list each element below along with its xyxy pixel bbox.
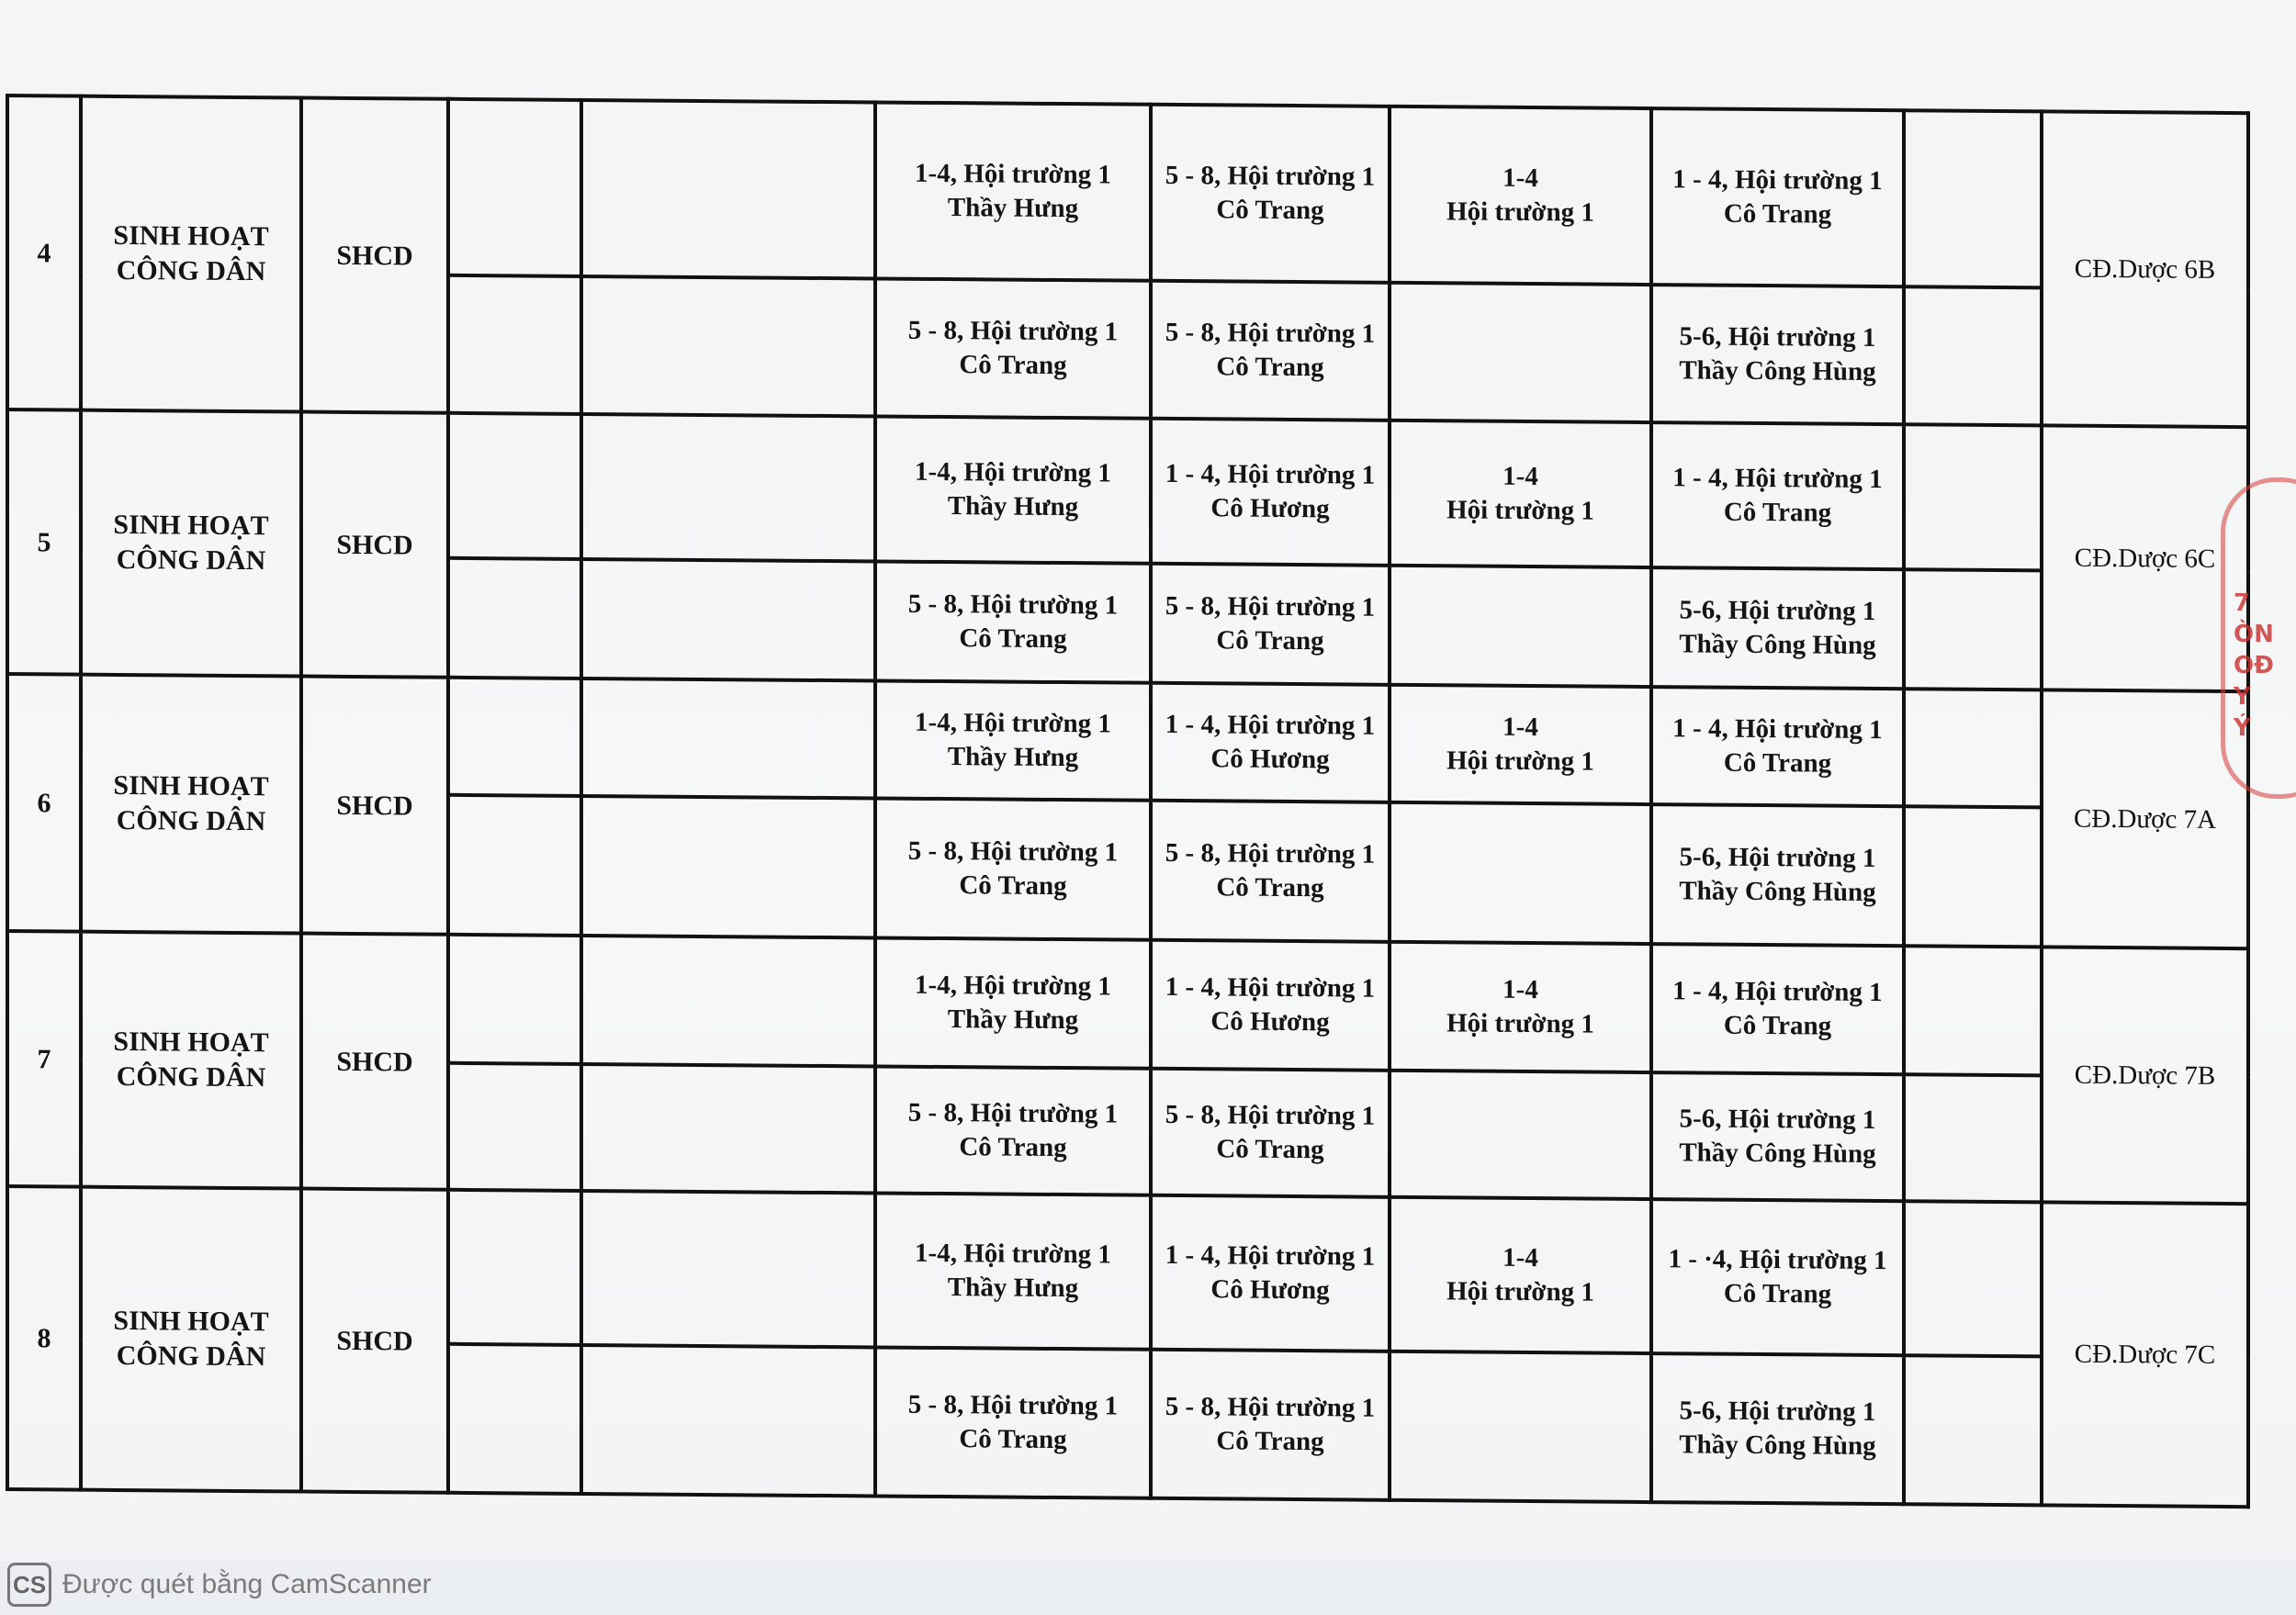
- cell-text: 5 - 8, Hội trường 1: [907, 836, 1119, 868]
- schedule-cell: [875, 1193, 1151, 1349]
- cell-text: CÔNG DÂN: [116, 804, 266, 837]
- cell-text: CÔNG DÂN: [116, 1340, 266, 1373]
- subject-code: SHCD: [301, 934, 448, 1190]
- row-number: 7: [7, 931, 81, 1187]
- subject-code: SHCD: [301, 1189, 448, 1493]
- empty-cell: [581, 100, 875, 279]
- cell-text: Thầy Hưng: [947, 1004, 1079, 1036]
- scanner-watermark: [7, 1561, 432, 1609]
- cell-text: 1 - 4, Hội trường 1: [1672, 713, 1883, 746]
- cell-text: Cô Trang: [1723, 497, 1832, 528]
- cell-text: Thầy Hưng: [947, 742, 1079, 773]
- schedule-cell: [875, 561, 1151, 682]
- cell-text: 5-6, Hội trường 1: [1679, 1104, 1876, 1135]
- cell-text: 5-6, Hội trường 1: [1679, 321, 1876, 353]
- schedule-table: [6, 94, 2250, 1508]
- empty-cell: [581, 936, 875, 1067]
- cell-text: SINH HOẠT: [113, 769, 269, 802]
- activity-name: [81, 932, 301, 1189]
- cell-text: 1 - 4, Hội trường 1: [1165, 709, 1376, 741]
- empty-cell: [448, 795, 581, 936]
- cell-text: 5-6, Hội trường 1: [1679, 595, 1876, 626]
- camscanner-logo-icon: CS: [7, 1563, 51, 1607]
- cell-text: 1 - 4, Hội trường 1: [1165, 1239, 1376, 1272]
- cell-text: SINH HOẠT: [113, 1026, 269, 1059]
- schedule-cell: [1651, 285, 1904, 424]
- schedule-cell: [875, 937, 1151, 1068]
- schedule-cell: [1651, 1353, 1904, 1504]
- cell-text: Cô Trang: [1723, 1010, 1832, 1041]
- subject-code: SHCD: [301, 677, 448, 935]
- cell-text: SINH HOẠT: [113, 509, 269, 542]
- cell-text: Thầy Công Hùng: [1679, 1138, 1876, 1169]
- activity-name: [81, 96, 301, 412]
- subject-code: SHCD: [301, 412, 448, 678]
- cell-text: Cô Trang: [959, 1132, 1067, 1163]
- table-row: [7, 931, 2248, 1077]
- cell-text: Thầy Công Hùng: [1679, 355, 1876, 387]
- cell-text: 5-6, Hội trường 1: [1679, 1396, 1876, 1427]
- empty-cell: [581, 1191, 875, 1348]
- cell-text: 5 - 8, Hội trường 1: [1165, 1099, 1376, 1131]
- cell-text: 1-4, Hội trường 1: [915, 707, 1111, 739]
- schedule-cell: [875, 680, 1151, 800]
- cell-text: Cô Hương: [1210, 744, 1330, 775]
- cell-text: 1-4: [1503, 974, 1538, 1005]
- cell-text: Cô Trang: [959, 623, 1067, 655]
- row-number: 6: [7, 674, 81, 932]
- empty-cell: [1904, 1201, 2042, 1356]
- cell-text: 1-4: [1503, 712, 1538, 743]
- cell-text: 1 - 4, Hội trường 1: [1672, 463, 1883, 495]
- empty-cell: [1904, 946, 2042, 1075]
- empty-cell: [1904, 569, 2042, 690]
- cell-text: Cô Trang: [1723, 747, 1832, 779]
- schedule-cell: [1651, 804, 1904, 946]
- schedule-cell: [1390, 1197, 1651, 1353]
- empty-cell: [448, 678, 581, 796]
- cell-text: Cô Hương: [1210, 1274, 1330, 1306]
- empty-cell: [1390, 1351, 1651, 1502]
- empty-cell: [448, 558, 581, 679]
- cell-text: Thầy Công Hùng: [1679, 876, 1876, 907]
- empty-cell: [448, 935, 581, 1064]
- cell-text: Thầy Hưng: [947, 1273, 1079, 1304]
- empty-cell: [581, 796, 875, 938]
- schedule-cell: [1390, 107, 1651, 285]
- schedule-cell: [1151, 1195, 1390, 1351]
- schedule-cell: [1651, 1072, 1904, 1201]
- empty-cell: [448, 99, 581, 276]
- cell-text: Thầy Hưng: [947, 491, 1079, 522]
- empty-cell: [581, 414, 875, 562]
- class-name: CĐ.Dược 7C: [2042, 1202, 2248, 1507]
- empty-cell: [1904, 1355, 2042, 1505]
- subject-code: SHCD: [301, 98, 448, 413]
- cell-text: Cô Trang: [1216, 1134, 1324, 1165]
- empty-cell: [581, 679, 875, 799]
- cell-text: 5 - 8, Hội trường 1: [907, 315, 1119, 347]
- cell-text: Cô Hương: [1210, 493, 1330, 524]
- schedule-cell: [875, 1347, 1151, 1497]
- empty-cell: [1390, 566, 1651, 687]
- empty-cell: [581, 559, 875, 681]
- cell-text: 1-4: [1503, 1242, 1538, 1273]
- schedule-cell: [1151, 419, 1390, 566]
- cell-text: 1 - 4, Hội trường 1: [1672, 976, 1883, 1008]
- empty-cell: [1904, 110, 2042, 287]
- class-name: CĐ.Dược 7B: [2042, 947, 2248, 1204]
- row-number: 4: [7, 95, 81, 410]
- row-number: 8: [7, 1186, 81, 1490]
- schedule-cell: [1651, 944, 1904, 1074]
- empty-cell: [1904, 1074, 2042, 1202]
- schedule-cell: [1151, 801, 1390, 942]
- cell-text: 5 - 8, Hội trường 1: [907, 1097, 1119, 1129]
- schedule-cell: [1151, 1350, 1390, 1500]
- cell-text: Cô Trang: [1723, 198, 1832, 230]
- cell-text: 1 - ·4, Hội trường 1: [1668, 1244, 1887, 1276]
- cell-text: 1-4: [1503, 163, 1538, 194]
- table-row: [7, 1186, 2248, 1358]
- schedule-cell: [1651, 1199, 1904, 1355]
- schedule-cell: [1651, 567, 1904, 689]
- activity-name: [81, 675, 301, 934]
- cell-text: 5 - 8, Hội trường 1: [1165, 317, 1376, 349]
- cell-text: Cô Trang: [1216, 625, 1324, 656]
- empty-cell: [1904, 806, 2042, 947]
- cell-text: Hội trường 1: [1446, 1276, 1594, 1307]
- empty-cell: [1390, 802, 1651, 944]
- empty-cell: [1904, 689, 2042, 807]
- cell-text: Hội trường 1: [1446, 746, 1594, 777]
- red-stamp-text: 7 ÒN OĐ Y Ý: [2234, 589, 2274, 742]
- cell-text: CÔNG DÂN: [116, 254, 266, 287]
- empty-cell: [1390, 283, 1651, 422]
- cell-text: Cô Trang: [959, 350, 1067, 381]
- cell-text: 1-4: [1503, 461, 1538, 492]
- schedule-cell: [1151, 683, 1390, 802]
- schedule-cell: [875, 102, 1151, 280]
- cell-text: 5-6, Hội trường 1: [1679, 842, 1876, 873]
- cell-text: Cô Trang: [959, 1424, 1067, 1455]
- empty-cell: [448, 1344, 581, 1494]
- cell-text: Cô Trang: [1216, 352, 1324, 383]
- table-row: [7, 674, 2248, 809]
- cell-text: 5 - 8, Hội trường 1: [1165, 1391, 1376, 1423]
- schedule-cell: [1390, 685, 1651, 804]
- cell-text: 1-4, Hội trường 1: [915, 970, 1111, 1002]
- empty-cell: [448, 1063, 581, 1191]
- cell-text: Cô Trang: [1723, 1278, 1832, 1309]
- table-row: [7, 409, 2248, 572]
- cell-text: Cô Trang: [1216, 1426, 1324, 1457]
- empty-cell: [581, 1064, 875, 1194]
- cell-text: 1-4, Hội trường 1: [915, 1238, 1111, 1270]
- schedule-cell: [875, 416, 1151, 563]
- schedule-cell: [875, 798, 1151, 939]
- activity-name: [81, 1187, 301, 1492]
- class-name: CĐ.Dược 7A: [2042, 690, 2248, 948]
- row-number: 5: [7, 409, 81, 675]
- cell-text: Cô Trang: [1216, 872, 1324, 903]
- cell-text: Thầy Công Hùng: [1679, 629, 1876, 660]
- empty-cell: [581, 276, 875, 417]
- cell-text: Hội trường 1: [1446, 196, 1594, 228]
- cell-text: Thầy Công Hùng: [1679, 1430, 1876, 1461]
- table-row: [7, 95, 2248, 289]
- empty-cell: [1904, 286, 2042, 425]
- schedule-cell: [1151, 105, 1390, 283]
- empty-cell: [448, 275, 581, 414]
- schedule-cell: [1151, 1069, 1390, 1197]
- cell-text: 5 - 8, Hội trường 1: [1165, 837, 1376, 869]
- schedule-cell: [875, 1066, 1151, 1194]
- cell-text: 1-4, Hội trường 1: [915, 158, 1111, 190]
- schedule-cell: [875, 278, 1151, 418]
- cell-text: Thầy Hưng: [947, 193, 1079, 224]
- schedule-cell: [1390, 942, 1651, 1072]
- schedule-cell: [1151, 281, 1390, 421]
- cell-text: CÔNG DÂN: [116, 544, 266, 577]
- empty-cell: [448, 413, 581, 559]
- cell-text: 5 - 8, Hội trường 1: [1165, 590, 1376, 622]
- cell-text: 1 - 4, Hội trường 1: [1165, 971, 1376, 1004]
- empty-cell: [581, 1345, 875, 1497]
- cell-text: Cô Trang: [959, 870, 1067, 902]
- cell-text: 5 - 8, Hội trường 1: [907, 1389, 1119, 1421]
- cell-text: 1 - 4, Hội trường 1: [1672, 164, 1883, 196]
- cell-text: Hội trường 1: [1446, 1008, 1594, 1039]
- empty-cell: [1904, 424, 2042, 570]
- cell-text: SINH HOẠT: [113, 219, 269, 252]
- cell-text: Hội trường 1: [1446, 495, 1594, 526]
- schedule-cell: [1651, 687, 1904, 806]
- class-name: CĐ.Dược 6B: [2042, 111, 2248, 427]
- activity-name: [81, 410, 301, 677]
- cell-text: Cô Hương: [1210, 1006, 1330, 1037]
- cell-text: CÔNG DÂN: [116, 1060, 266, 1093]
- class-name: CĐ.Dược 6C: [2042, 425, 2248, 691]
- schedule-cell: [1390, 421, 1651, 567]
- cell-text: 1 - 4, Hội trường 1: [1165, 458, 1376, 490]
- schedule-cell: [1151, 564, 1390, 685]
- watermark-text: Được quét bằng CamScanner: [62, 1569, 432, 1599]
- empty-cell: [448, 1190, 581, 1345]
- cell-text: 1-4, Hội trường 1: [915, 456, 1111, 488]
- schedule-cell: [1151, 940, 1390, 1071]
- schedule-cell: [1651, 108, 1904, 286]
- cell-text: SINH HOẠT: [113, 1305, 269, 1338]
- cell-text: 5 - 8, Hội trường 1: [907, 589, 1119, 621]
- cell-text: Cô Trang: [1216, 195, 1324, 226]
- cell-text: 5 - 8, Hội trường 1: [1165, 160, 1376, 192]
- schedule-cell: [1651, 422, 1904, 569]
- empty-cell: [1390, 1071, 1651, 1199]
